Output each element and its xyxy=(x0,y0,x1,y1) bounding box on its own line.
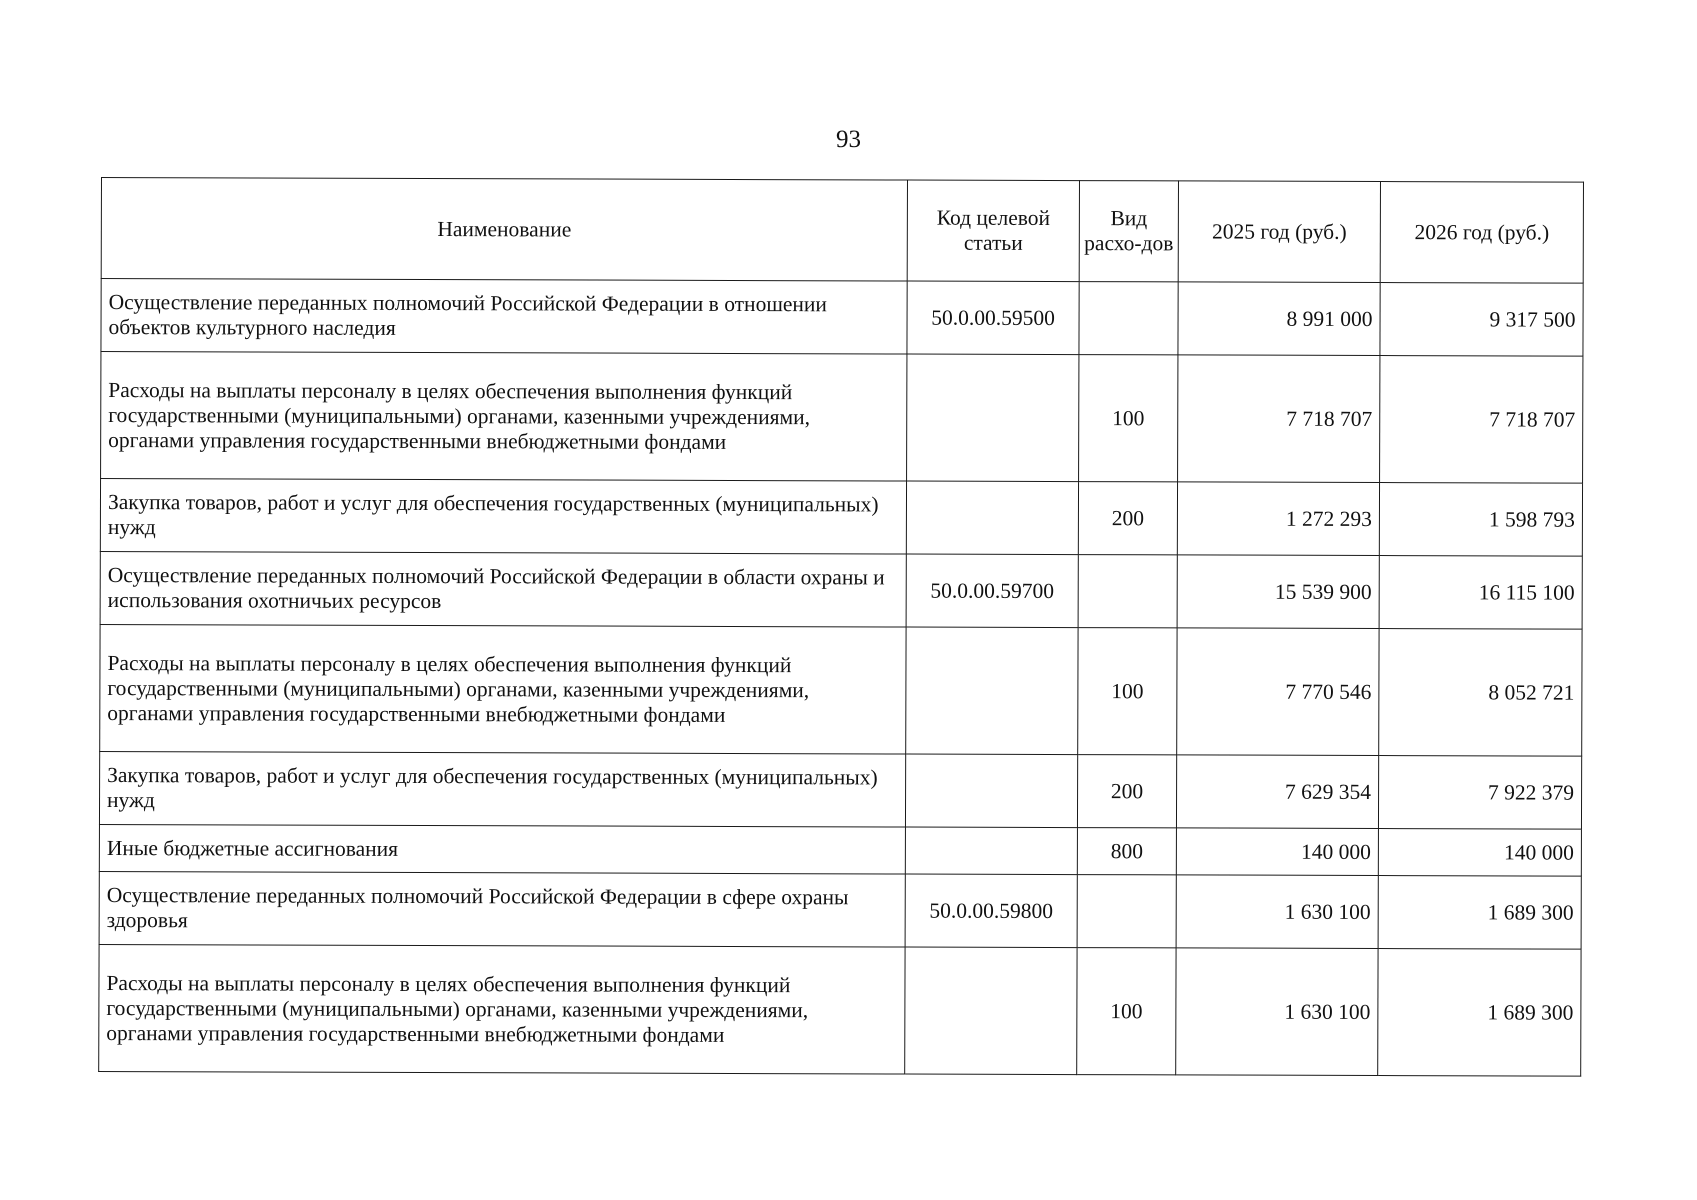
row-2025: 8 991 000 xyxy=(1178,282,1380,356)
row-type: 100 xyxy=(1078,628,1177,755)
row-code: 50.0.00.59700 xyxy=(906,554,1078,628)
row-2026: 9 317 500 xyxy=(1380,283,1583,357)
row-type: 100 xyxy=(1079,355,1178,482)
row-type: 200 xyxy=(1077,755,1176,828)
header-name: Наименование xyxy=(101,178,907,282)
row-2026: 1 689 300 xyxy=(1378,876,1581,950)
row-name: Осуществление переданных полномочий Российской Федерации в отношении объектов культурного наследия xyxy=(101,279,907,355)
row-code: 50.0.00.59800 xyxy=(905,874,1077,948)
row-2025: 1 630 100 xyxy=(1176,948,1378,1076)
row-code xyxy=(907,354,1079,482)
row-name: Иные бюджетные ассигнования xyxy=(99,824,905,874)
row-type xyxy=(1079,282,1178,355)
row-2025: 1 272 293 xyxy=(1177,482,1379,556)
row-name: Расходы на выплаты персоналу в целях обеспечения выполнения функций государственными (муниципальными) органами, казенными учреждениями, органами управления государственными внебюджетными фондами xyxy=(101,352,907,482)
row-code: 50.0.00.59500 xyxy=(907,281,1079,355)
header-type: Вид расхо-дов xyxy=(1079,181,1178,282)
row-2026: 7 922 379 xyxy=(1378,756,1581,830)
row-2026: 1 689 300 xyxy=(1378,949,1581,1077)
row-2026: 7 718 707 xyxy=(1380,356,1583,484)
table-row xyxy=(100,624,1582,756)
row-name: Расходы на выплаты персоналу в целях обеспечения выполнения функций государственными (муниципальными) органами, казенными учреждениями, органами управления государственными внебюджетными фондами xyxy=(99,944,905,1074)
table-row xyxy=(99,944,1581,1076)
row-2026: 1 598 793 xyxy=(1379,483,1582,557)
header-code: Код целевой статьи xyxy=(907,180,1079,282)
row-name: Закупка товаров, работ и услуг для обеспечения государственных (муниципальных) нужд xyxy=(99,751,905,827)
row-2026: 8 052 721 xyxy=(1379,629,1582,757)
table-row xyxy=(99,824,1581,876)
row-type xyxy=(1077,875,1176,948)
row-2025: 7 770 546 xyxy=(1177,628,1379,756)
row-name: Закупка товаров, работ и услуг для обеспечения государственных (муниципальных) нужд xyxy=(100,479,906,555)
page-number: 93 xyxy=(836,126,861,153)
row-2025: 7 629 354 xyxy=(1176,755,1378,829)
row-type: 200 xyxy=(1078,482,1177,555)
row-code xyxy=(906,481,1078,555)
row-name: Осуществление переданных полномочий Российской Федерации в области охраны и использования охотничьих ресурсов xyxy=(100,551,906,627)
row-2025: 15 539 900 xyxy=(1177,555,1379,629)
table-row xyxy=(100,479,1582,557)
budget-table xyxy=(98,177,1584,1077)
row-2026: 16 115 100 xyxy=(1379,556,1582,630)
table-row xyxy=(99,751,1581,829)
row-2025: 1 630 100 xyxy=(1176,875,1378,949)
row-name: Осуществление переданных полномочий Российской Федерации в сфере охраны здоровья xyxy=(99,871,905,947)
row-code xyxy=(905,947,1077,1075)
table-row xyxy=(100,551,1582,629)
row-type: 800 xyxy=(1077,828,1176,875)
row-name: Расходы на выплаты персоналу в целях обеспечения выполнения функций государственными (муниципальными) органами, казенными учреждениями, органами управления государственными внебюджетными фондами xyxy=(100,624,906,754)
header-2026: 2026 год (руб.) xyxy=(1380,182,1583,284)
row-2025: 7 718 707 xyxy=(1178,355,1380,483)
table-row xyxy=(101,352,1583,484)
header-2025: 2025 год (руб.) xyxy=(1178,181,1380,283)
row-code xyxy=(905,827,1077,875)
row-code xyxy=(905,754,1077,828)
row-2026: 140 000 xyxy=(1378,829,1581,877)
table-header-row xyxy=(101,178,1583,284)
row-code xyxy=(906,627,1078,755)
table-row xyxy=(101,279,1583,357)
row-2025: 140 000 xyxy=(1176,828,1378,876)
row-type xyxy=(1078,555,1177,628)
row-type: 100 xyxy=(1077,948,1176,1075)
table-row xyxy=(99,871,1581,949)
